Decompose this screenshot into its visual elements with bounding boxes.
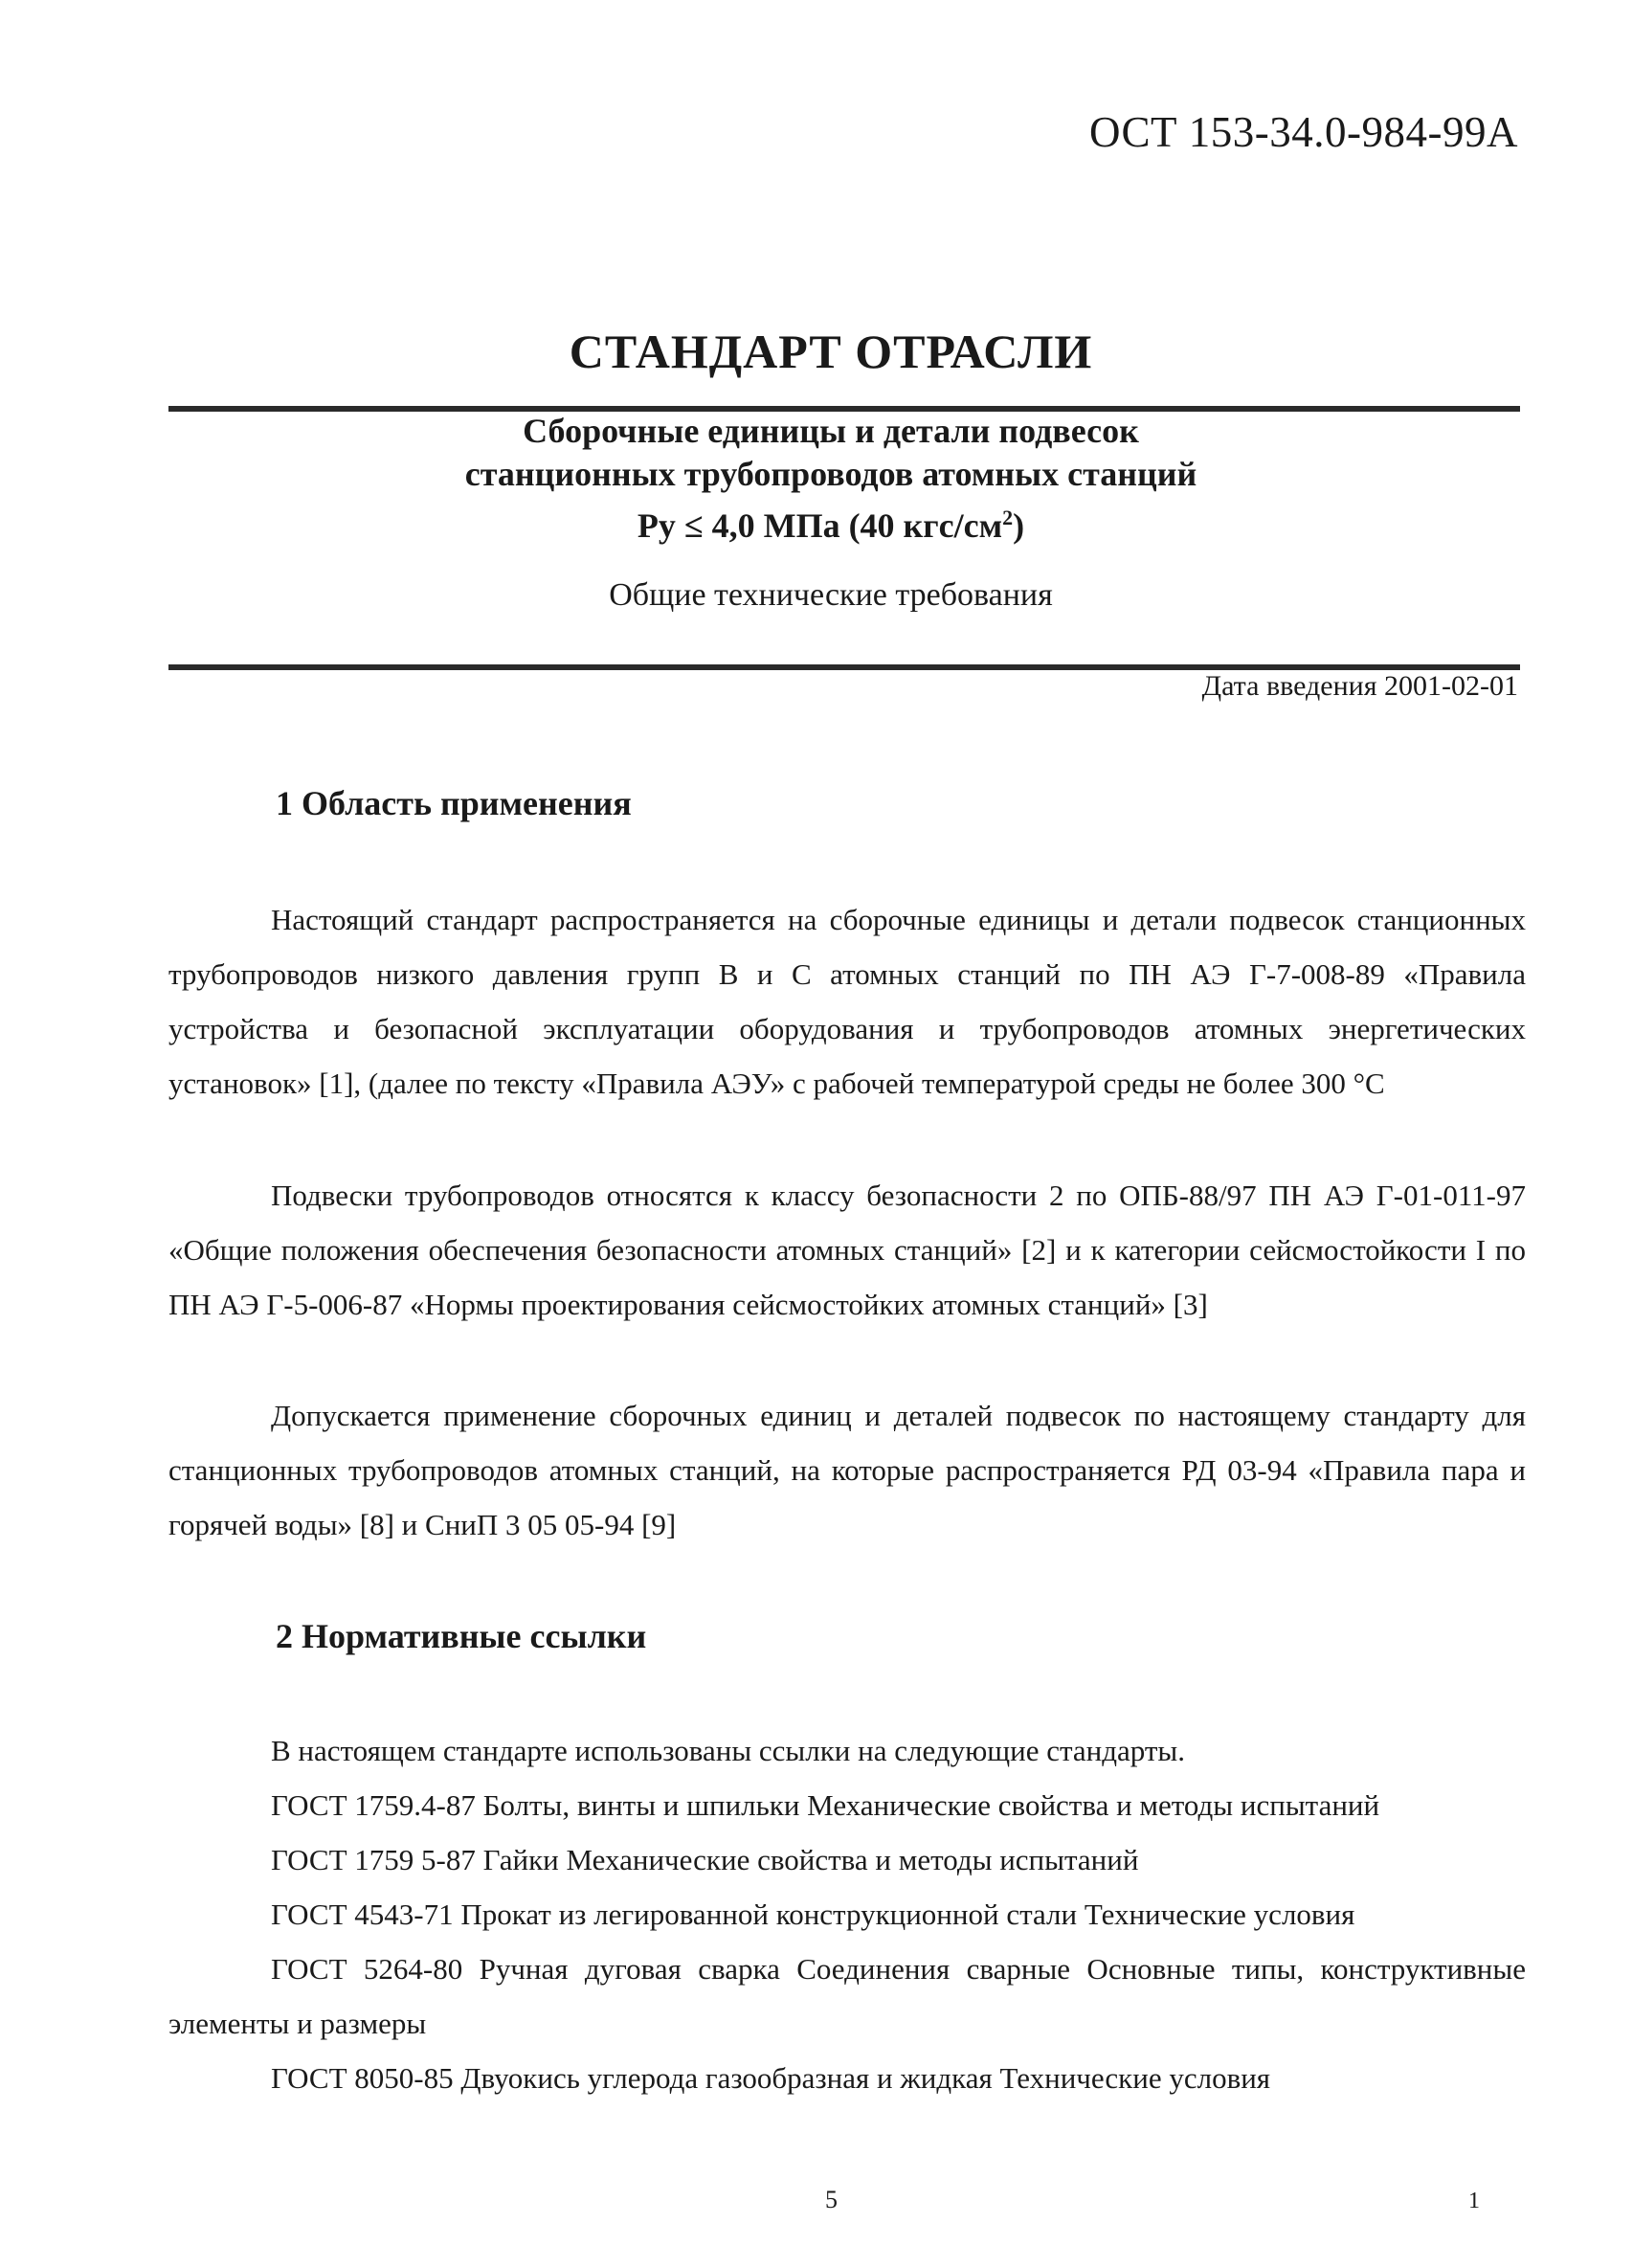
normative-references-list [168, 1723, 1526, 2105]
pressure-close: ) [1013, 506, 1025, 545]
reference-item: ГОСТ 1759 5-87 Гайки Механические свойства и методы испытаний [271, 1843, 1139, 1876]
standard-title: СТАНДАРТ ОТРАСЛИ [569, 325, 1093, 378]
introduction-date: Дата введения 2001-02-01 [1201, 670, 1518, 702]
section-2-heading: 2 Нормативные ссылки [276, 1617, 647, 1655]
subject-line-1: Сборочные единицы и детали подвесок [523, 412, 1139, 450]
pressure-text: Ру ≤ 4,0 МПа (40 кгс/см [637, 506, 1003, 545]
section-1-paragraph-1: Настоящий стандарт распространяется на сборочные единицы и детали подвесок станционных трубопроводов низкого давления групп В и С атомных станций по ПН АЭ Г-7-008-89 «Правила устройства и безопасной эксплуатации оборудования и трубопроводов атомных энергетических установок» [1], (далее по тексту «Правила АЭУ» с рабочей температурой среды не более 300 °С [168, 903, 1526, 1100]
section-1-paragraph-3: Допускается применение сборочных единиц и деталей подвесок по настоящему стандарту для станционных трубопроводов атомных станций, на которые распространяется РД 03-94 «Правила пара и горячей воды» [8] и СниП 3 05 05-94 [9] [168, 1399, 1526, 1541]
document-subtitle: Общие технические требования [609, 577, 1053, 613]
pressure-superscript: 2 [1002, 505, 1014, 529]
reference-item: ГОСТ 1759.4-87 Болты, винты и шпильки Механические свойства и методы испытаний [271, 1788, 1380, 1822]
subject-block [29, 410, 1633, 548]
sheet-number: 1 [1468, 2189, 1480, 2213]
section-1-heading: 1 Область применения [276, 784, 632, 822]
subject-line-2: станционных трубопроводов атомных станций [464, 455, 1197, 493]
section-1-paragraph-2: Подвески трубопроводов относятся к классу безопасности 2 по ОПБ-88/97 ПН АЭ Г-01-011-97 «Общие положения обеспечения безопасности атомных станций» [2] и к категории сейсмостойкости I по ПН АЭ Г-5-006-87 «Нормы проектирования сейсмостойких атомных станций» [3] [168, 1179, 1526, 1321]
document-code: ОСТ 153-34.0-984-99А [1088, 108, 1518, 156]
reference-item: ГОСТ 8050-85 Двуокись углерода газообразная и жидкая Технические условия [271, 2061, 1271, 2095]
reference-item: ГОСТ 4543-71 Прокат из легированной конструкционной стали Технические условия [271, 1897, 1355, 1931]
page-number: 5 [825, 2186, 838, 2213]
subject-line-3 [29, 496, 1633, 548]
reference-item: ГОСТ 5264-80 Ручная дуговая сварка Соединения сварные Основные типы, конструктивные элементы и размеры [168, 1952, 1526, 2040]
references-intro: В настоящем стандарте использованы ссылки на следующие стандарты. [271, 1734, 1185, 1767]
